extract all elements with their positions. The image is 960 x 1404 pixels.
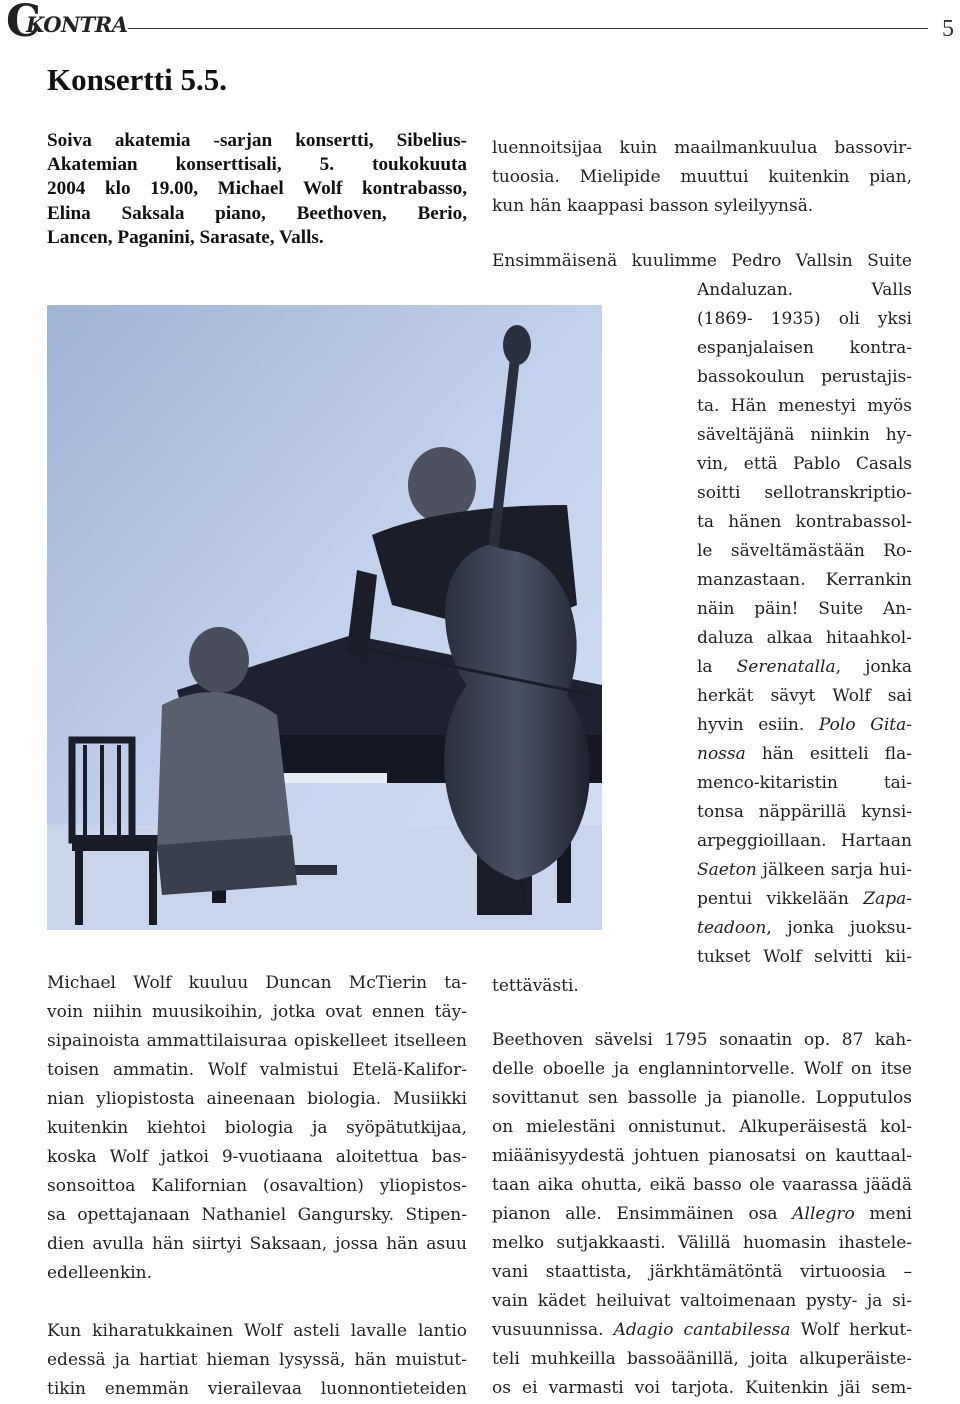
text-line: sonsoittoa Kalifornian (osavaltion) yliopistos- xyxy=(47,1176,467,1196)
text-run: hän esitteli fla- xyxy=(745,744,912,764)
text-line xyxy=(492,1316,912,1345)
text-line: Ensimmäisenä kuulimme Pedro Vallsin Suite xyxy=(492,251,912,271)
pianist-head xyxy=(189,627,249,693)
text-line: tuoosia. Mielipide muuttui kuitenkin pian, xyxy=(492,167,912,187)
work-title: Zapa- xyxy=(863,889,912,909)
text-line xyxy=(697,914,912,943)
text-line: bassokoulun perustajis- xyxy=(697,367,912,387)
concert-info-line: 2004 klo 19.00, Michael Wolf kontrabasso, xyxy=(47,178,467,200)
body-paragraph-wrap xyxy=(697,276,912,972)
body-paragraph xyxy=(492,134,912,221)
text-line: manzastaan. Kerrankin xyxy=(697,570,912,590)
text-line: melko sutjakkaasti. Välillä huomasin ihastele- xyxy=(492,1233,912,1253)
body-paragraph xyxy=(492,247,912,276)
text-line: koska Wolf jatkoi 9-vuotiaana aloitettua bas- xyxy=(47,1147,467,1167)
logo-initial: C xyxy=(6,0,42,47)
text-line: le säveltämästään Ro- xyxy=(697,541,912,561)
text-line: sipainoista ammattilaisuraa opiskelleet itselleen xyxy=(47,1031,467,1051)
text-line: teli muhkeilla bassoäänillä, joita alkuperäiste- xyxy=(492,1349,912,1369)
text-line: luennoitsijaa kuin maailmankuulua bassovir- xyxy=(492,138,912,158)
page-title: Konsertti 5.5. xyxy=(47,62,227,97)
text-line: soitti sellotranskriptio- xyxy=(697,483,912,503)
movement-title: Allegro xyxy=(792,1204,855,1224)
text-line: edelleenkin. xyxy=(47,1263,153,1283)
text-run: , jonka juoksu- xyxy=(766,918,912,938)
kontra-logo xyxy=(6,0,146,47)
text-line: ta hänen kontrabassol- xyxy=(697,512,912,532)
header-rule xyxy=(128,28,928,29)
text-line: ta. Hän menestyi myös xyxy=(697,396,912,416)
text-run: meni xyxy=(854,1204,912,1224)
work-title: Saeton xyxy=(697,860,757,880)
text-line: tukset Wolf selvitti kii- xyxy=(697,947,912,967)
pianist-legs xyxy=(157,835,297,895)
text-line: sovittanut sen bassolle ja pianolle. Lopputulos xyxy=(492,1088,912,1108)
text-line: arpeggioillaan. Hartaan xyxy=(697,831,912,851)
text-line: os ei varmasti voi tarjota. Kuitenkin jäi sem- xyxy=(492,1378,912,1398)
text-line: daluza alkaa hitaahkol- xyxy=(697,628,912,648)
text-line: tikin enemmän vierailevaa luonnontieteiden xyxy=(47,1379,467,1399)
text-line: tonsa näppärillä kynsi- xyxy=(697,802,912,822)
text-run: vusuunnissa. xyxy=(492,1320,614,1340)
text-run: Wolf herkut- xyxy=(790,1320,912,1340)
text-line: säveltäjänä niinkin hy- xyxy=(697,425,912,445)
text-line: taan aika ohutta, eikä basso ole vaarassa jäädä xyxy=(492,1175,912,1195)
text-line: vin, että Pablo Casals xyxy=(697,454,912,474)
bass-scroll xyxy=(503,325,531,365)
text-line xyxy=(697,740,912,769)
work-title: nossa xyxy=(697,744,746,764)
masthead xyxy=(6,0,954,47)
text-line xyxy=(492,1200,912,1229)
text-run: la xyxy=(697,657,737,677)
concert-info-line: Elina Saksala piano, Beethoven, Berio, xyxy=(47,202,467,224)
text-line: voin niihin muusikoihin, jotka ovat ennen täy- xyxy=(47,1002,467,1022)
text-line: Andaluzan. Valls xyxy=(697,280,912,300)
text-line: kun hän kaappasi basson syleilyynsä. xyxy=(492,196,814,216)
pianist-body xyxy=(157,692,292,850)
text-run: jälkeen sarja hui- xyxy=(756,860,912,880)
text-line: vain kädet heiluivat valtoimenaan pysty- ja si- xyxy=(492,1291,912,1311)
text-line: (1869- 1935) oli yksi xyxy=(697,309,912,329)
text-run: hyvin esiin. xyxy=(697,715,819,735)
text-run: pianon alle. Ensimmäinen osa xyxy=(492,1204,793,1224)
concert-photo xyxy=(47,305,602,930)
text-line: nian yliopistosta aineenaan biologia. Musiikki xyxy=(47,1089,467,1109)
text-line xyxy=(697,653,912,682)
logo-text: KONTRA xyxy=(26,12,128,37)
text-line: sa opettajanaan Nathaniel Gangursky. Stipen- xyxy=(47,1205,467,1225)
work-title: Serenatalla xyxy=(736,657,836,677)
text-line: edessä ja hartiat hieman lysyssä, hän muistut- xyxy=(47,1350,467,1370)
body-paragraph-end xyxy=(492,972,912,1001)
text-line: dien avulla hän siirtyi Saksaan, jossa hän asuu xyxy=(47,1234,467,1254)
text-run: pentui vikkelään xyxy=(697,889,864,909)
concert-info-line: Soiva akatemia -sarjan konsertti, Sibelius- xyxy=(47,130,467,151)
page-number: 5 xyxy=(942,16,954,42)
text-line: kuitenkin kiehtoi biologia ja syöpätutkijaa, xyxy=(47,1118,467,1138)
text-line xyxy=(697,856,912,885)
text-line xyxy=(697,711,912,740)
text-line: Kun kiharatukkainen Wolf asteli lavalle lantio xyxy=(47,1321,467,1341)
work-title: Polo Gita- xyxy=(818,715,912,735)
text-line: näin päin! Suite An- xyxy=(697,599,912,619)
body-paragraph xyxy=(492,1026,912,1403)
concert-info-line: Lancen, Paganini, Sarasate, Valls. xyxy=(47,226,324,248)
text-line: herkät sävyt Wolf sai xyxy=(697,686,912,706)
text-line: toisen ammatin. Wolf valmistui Etelä-Kalifor- xyxy=(47,1060,467,1080)
text-line xyxy=(697,885,912,914)
text-line: on mielestäni onnistunut. Alkuperäisestä kol- xyxy=(492,1117,912,1137)
movement-title: Adagio cantabilessa xyxy=(613,1320,791,1340)
body-paragraph xyxy=(47,1317,467,1404)
concert-info-line: Akatemian konserttisali, 5. toukokuuta xyxy=(47,154,467,176)
text-line: espanjalaisen kontra- xyxy=(697,338,912,358)
body-paragraph xyxy=(47,969,467,1288)
text-line: vani staattista, järkhtämätöntä virtuoosia – xyxy=(492,1262,912,1282)
concert-info xyxy=(47,129,467,250)
text-run: , jonka xyxy=(835,657,912,677)
work-title: teadoon xyxy=(697,918,767,938)
text-line: delle oboelle ja englannintorvelle. Wolf on itse xyxy=(492,1059,912,1079)
chair-seat xyxy=(72,835,162,851)
text-line: miäänisyydestä johtuen pianosatsi on kauttaal- xyxy=(492,1146,912,1166)
text-line: Michael Wolf kuuluu Duncan McTierin ta- xyxy=(47,973,467,993)
text-line: Beethoven sävelsi 1795 sonaatin op. 87 kah- xyxy=(492,1030,912,1050)
text-line: menco-kitaristin tai- xyxy=(697,773,912,793)
text-line: tettävästi. xyxy=(492,976,579,996)
